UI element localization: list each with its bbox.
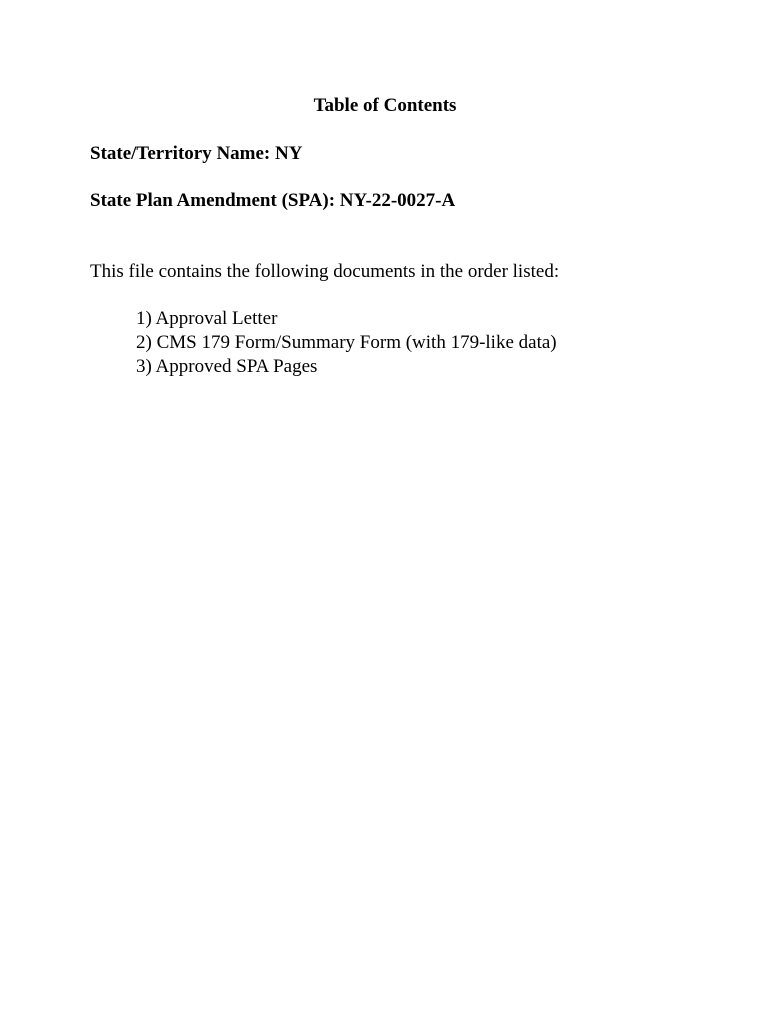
- list-item: 2) CMS 179 Form/Summary Form (with 179-like data): [136, 332, 557, 353]
- state-territory-name: State/Territory Name: NY: [90, 143, 303, 164]
- intro-text: This file contains the following documents in the order listed:: [90, 261, 560, 282]
- spa-number: State Plan Amendment (SPA): NY-22-0027-A: [90, 190, 456, 211]
- list-item: 1) Approval Letter: [136, 308, 278, 329]
- page-title: Table of Contents: [313, 95, 457, 116]
- document-list: [136, 307, 557, 379]
- list-item: 3) Approved SPA Pages: [136, 356, 318, 377]
